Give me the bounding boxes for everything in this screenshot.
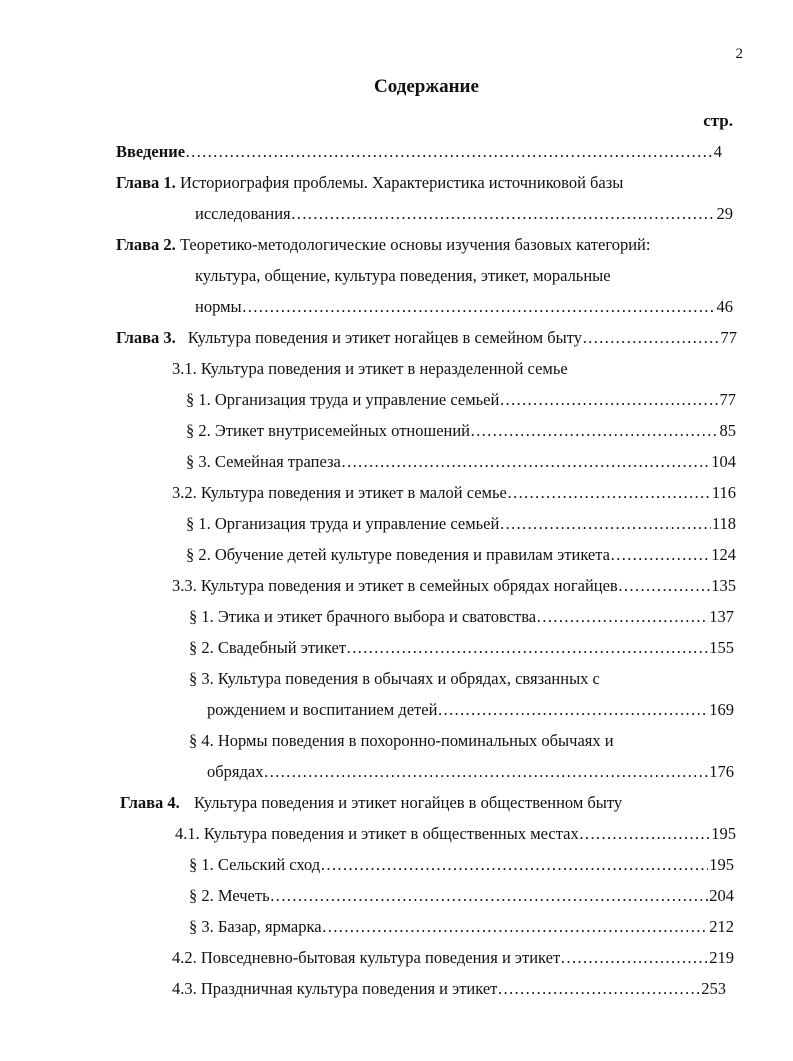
toc-title: культура, общение, культура поведения, этикет, моральные xyxy=(195,266,611,285)
toc-title: § 4. Нормы поведения в похоронно-поминальных обычаях и xyxy=(189,731,614,750)
toc-title: Историография проблемы. Характеристика источниковой базы xyxy=(179,173,624,192)
dot-leader xyxy=(185,142,713,162)
toc-title: Культура поведения и этикет ногайцев в общественном быту xyxy=(193,793,623,812)
toc-entry-chapter-4[interactable] xyxy=(120,793,622,813)
toc-page: 135 xyxy=(711,576,736,595)
toc-title: § 1. Организация труда и управление семьей xyxy=(186,390,500,409)
toc-entry-chapter-2[interactable] xyxy=(116,235,650,255)
toc-entry-section-4-1-2[interactable] xyxy=(189,886,734,906)
toc-page: 46 xyxy=(716,297,733,316)
dot-leader xyxy=(270,886,709,906)
page-title: Содержание xyxy=(374,76,479,97)
toc-page: 116 xyxy=(711,483,736,502)
toc-page: 85 xyxy=(719,421,736,440)
toc-entry-section-3-3-4-cont[interactable] xyxy=(207,762,734,782)
toc-entry-section-3-1-3[interactable] xyxy=(186,452,736,472)
toc-page: 219 xyxy=(709,948,734,967)
toc-label: Глава 1. xyxy=(116,173,176,192)
dot-leader xyxy=(499,390,718,410)
toc-title: § 3. Культура поведения в обычаях и обрядах, связанных с xyxy=(189,669,600,688)
toc-entry-section-3-3-3-cont[interactable] xyxy=(207,700,734,720)
toc-title: обрядах xyxy=(207,762,264,781)
toc-title: § 2. Свадебный этикет xyxy=(189,638,347,657)
toc-entry-chapter-2-cont xyxy=(195,266,611,286)
toc-title: нормы xyxy=(195,297,242,316)
toc-title: Теоретико-методологические основы изучения базовых категорий: xyxy=(179,235,651,254)
toc-page: 253 xyxy=(701,979,726,998)
toc-entry-section-3-1-2[interactable] xyxy=(186,421,736,441)
toc-entry-section-4-1[interactable] xyxy=(175,824,736,844)
toc-page: 176 xyxy=(709,762,734,781)
dot-leader xyxy=(263,762,708,782)
toc-title: 4.3. Праздничная культура поведения и этикет xyxy=(172,979,498,998)
toc-label: Глава 4. xyxy=(120,793,180,812)
toc-entry-section-3-3-2[interactable] xyxy=(189,638,734,658)
toc-entry-section-3-3[interactable] xyxy=(172,576,736,596)
toc-title: § 1. Этика и этикет брачного выбора и сватовства xyxy=(189,607,537,626)
toc-title: § 3. Семейная трапеза xyxy=(186,452,341,471)
toc-page: 137 xyxy=(709,607,734,626)
toc-entry-section-3-3-4[interactable] xyxy=(189,731,614,751)
toc-entry-section-4-2[interactable] xyxy=(172,948,734,968)
toc-title: § 2. Этикет внутрисемейных отношений xyxy=(186,421,471,440)
dot-leader xyxy=(499,514,711,534)
toc-entry-section-3-2-2[interactable] xyxy=(186,545,736,565)
toc-title: рождением и воспитанием детей xyxy=(207,700,438,719)
toc-label: Глава 2. xyxy=(116,235,176,254)
dot-leader xyxy=(536,607,708,627)
toc-label: Глава 3. xyxy=(116,328,176,347)
toc-entry-section-4-3[interactable] xyxy=(172,979,726,999)
toc-page: 169 xyxy=(709,700,734,719)
toc-page: 77 xyxy=(719,390,736,409)
toc-entry-section-4-1-3[interactable] xyxy=(189,917,734,937)
toc-page: 204 xyxy=(709,886,734,905)
dot-leader xyxy=(242,297,716,317)
toc-page: 4 xyxy=(713,142,722,161)
dot-leader xyxy=(618,576,711,596)
toc-title: Культура поведения и этикет ногайцев в семейном быту xyxy=(187,328,582,347)
dot-leader xyxy=(322,917,709,937)
dot-leader xyxy=(610,545,710,565)
toc-entry-section-3-1-1[interactable] xyxy=(186,390,736,410)
toc-entry-section-3-3-3[interactable] xyxy=(189,669,600,689)
toc-page: 195 xyxy=(709,855,734,874)
toc-page: 212 xyxy=(709,917,734,936)
page-column-label: стр. xyxy=(703,111,733,130)
toc-entry-section-3-1[interactable] xyxy=(172,359,568,379)
toc-entry-chapter-1-cont[interactable] xyxy=(195,204,733,224)
dot-leader xyxy=(346,638,708,658)
toc-page: 155 xyxy=(709,638,734,657)
dot-leader xyxy=(470,421,718,441)
toc-entry-section-4-1-1[interactable] xyxy=(189,855,734,875)
toc-title: 4.1. Культура поведения и этикет в общественных местах xyxy=(175,824,579,843)
toc-title: § 1. Организация труда и управление семьей xyxy=(186,514,500,533)
dot-leader xyxy=(320,855,708,875)
toc-page: 104 xyxy=(711,452,736,471)
dot-leader xyxy=(560,948,708,968)
toc-page: 77 xyxy=(720,328,737,347)
toc-title: 3.3. Культура поведения и этикет в семейных обрядах ногайцев xyxy=(172,576,618,595)
dot-leader xyxy=(437,700,708,720)
toc-title: § 1. Сельский сход xyxy=(189,855,321,874)
toc-title: § 2. Мечеть xyxy=(189,886,270,905)
toc-entry-chapter-3[interactable] xyxy=(116,328,737,348)
toc-entry-intro[interactable] xyxy=(116,142,722,162)
toc-entry-chapter-2-end[interactable] xyxy=(195,297,733,317)
dot-leader xyxy=(291,204,716,224)
toc-title: § 3. Базар, ярмарка xyxy=(189,917,322,936)
toc-entry-section-3-2-1[interactable] xyxy=(186,514,736,534)
toc-entry-chapter-1[interactable] xyxy=(116,173,623,193)
toc-title: исследования xyxy=(195,204,291,223)
toc-entry-section-3-2[interactable] xyxy=(172,483,736,503)
page-number: 2 xyxy=(735,46,743,62)
toc-page: 195 xyxy=(711,824,736,843)
toc-label: Введение xyxy=(116,142,186,161)
dot-leader xyxy=(579,824,711,844)
toc-page: 118 xyxy=(711,514,736,533)
dot-leader xyxy=(507,483,711,503)
dot-leader xyxy=(341,452,710,472)
toc-title: 4.2. Повседневно-бытовая культура поведения и этикет xyxy=(172,948,561,967)
toc-title: 3.2. Культура поведения и этикет в малой семье xyxy=(172,483,507,502)
toc-page: 124 xyxy=(711,545,736,564)
dot-leader xyxy=(582,328,720,348)
toc-title: § 2. Обучение детей культуре поведения и правилам этикета xyxy=(186,545,610,564)
dot-leader xyxy=(497,979,700,999)
toc-title: 3.1. Культура поведения и этикет в неразделенной семье xyxy=(172,359,568,378)
toc-entry-section-3-3-1[interactable] xyxy=(189,607,734,627)
toc-page: 29 xyxy=(716,204,733,223)
